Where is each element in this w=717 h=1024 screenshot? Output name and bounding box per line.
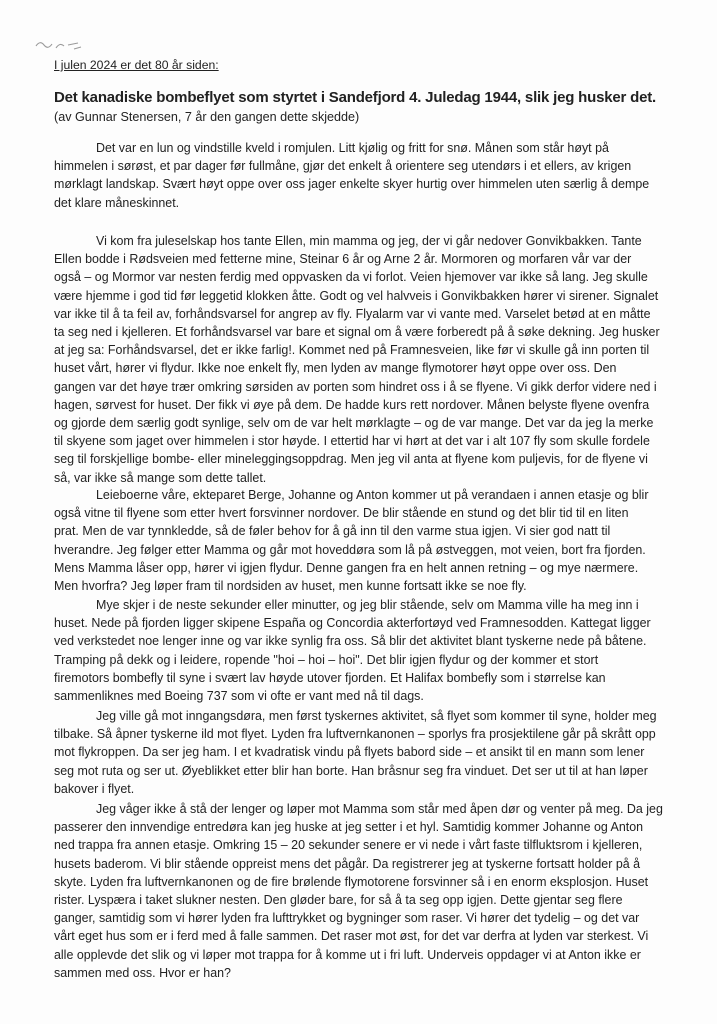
document-title: Det kanadiske bombeflyet som styrtet i Sandefjord 4. Juledag 1944, slik jeg husker det. <box>54 89 656 106</box>
paragraph-line: så, var ikke så mange som dette tallet. <box>54 470 267 485</box>
paragraph-line: skyte. Lyden fra luftvernkanonen og de fire brølende flymotorene forsvinner så i en enorm eksplosjon. Huset <box>54 874 649 889</box>
paragraph-line: var ikke til å ta feil av, forhåndsvarsel for angrep av fly. Flyalarm var vi vante med. Varselet betød at en måtte <box>54 306 651 321</box>
paragraph-line: tilbake. Så åpner tyskerne ild mot flyet. Lyden fra luftvernkanonen – sporlys fra prosjektilene går på skrått opp <box>54 727 656 742</box>
pen-scribble-mark <box>34 36 84 54</box>
paragraph-line: prat. Men de var tynnkledde, så de føler behov for å gå inn til den varme stua igjen. Vi sier god natt til <box>54 524 611 539</box>
paragraph-line: også – og Mormor var nesten ferdig med oppvasken da vi forlot. Veien hjemover var ikke så lang. Jeg skulle <box>54 270 648 285</box>
paragraph-line: Vi kom fra juleselskap hos tante Ellen, min mamma og jeg, der vi går nedover Gonvikbakken. Tante <box>96 234 642 248</box>
paragraph-line: rister. Lyspæra i taket slukner nesten. Den gløder bare, for så å ta seg opp igjen. Dette gjentar seg flere <box>54 893 623 908</box>
paragraph-5 <box>54 707 674 798</box>
paragraph-line: og gjorde dem særlig godt synlige, selv om de var helt mørklagte – og de var mange. Det var da jeg la merke <box>54 416 654 431</box>
paragraph-1 <box>54 139 674 212</box>
paragraph-line: Men hvorfra? Jeg løper fram til nordsiden av huset, men kunne fortsatt ikke se noe fly. <box>54 579 527 594</box>
paragraph-line: alle opplevde det slik og vi løper mot trappa for å komme ut i fri luft. Underveis oppdager vi at Anton ikke er <box>54 947 641 962</box>
paragraph-6 <box>54 800 674 982</box>
paragraph-line: sammen med oss. Hvor er han? <box>54 965 231 980</box>
paragraph-line: mørklagt landskap. Svært høyt oppe over oss jager enkelte skyer hurtig over himmelen uten særlig å dempe <box>54 177 650 192</box>
paragraph-line: bakover i flyet. <box>54 781 135 796</box>
paragraph-line: huset. Nede på fjorden ligger skipene España og Concordia akterfortøyd ved Framnesodden. Kattegat ligger <box>54 616 651 631</box>
paragraph-line: mot flykroppen. Da ser jeg ham. I et kvadratisk vindu på flyets babord side – et ansikt til en mann som lener <box>54 745 645 760</box>
paragraph-line: firemotors bombefly til syne i svært lav høyde utover fjorden. Et Halifax bombefly som i størrelse kan <box>54 670 606 685</box>
paragraph-line: Jeg ville gå mot inngangsdøra, men først tyskernes aktivitet, så flyet som kommer til syne, holder meg <box>96 709 657 723</box>
document-subtitle: (av Gunnar Stenersen, 7 år den gangen dette skjedde) <box>54 110 360 124</box>
paragraph-line: Mens Mamma låser opp, hører vi igjen flydur. Denne gangen fra en helt annen retning – og mye nærmere. <box>54 560 639 575</box>
intro-line: I julen 2024 er det 80 år siden: <box>54 58 219 72</box>
paragraph-line: Mye skjer i de neste sekunder eller minutter, og jeg blir stående, selv om Mamma ville ha meg inn i <box>96 598 639 612</box>
paragraph-line: Ellen bodde i Rødsveien med fetterne mine, Steinar 6 år og Arne 2 år. Mormoren og morfaren vår var der <box>54 252 632 267</box>
paragraph-line: det klare måneskinnet. <box>54 195 180 210</box>
paragraph-line: hverandre. Jeg følger etter Mamma og går mot hoveddøra som lå på østveggen, mot veien, bort fra fjorden. <box>54 542 646 557</box>
paragraph-line: Det var en lun og vindstille kveld i romjulen. Litt kjølig og fritt for snø. Månen som står høyt på <box>96 141 609 155</box>
paragraph-line: ned trappa fra annen etasje. Omkring 15 – 20 sekunder senere er vi nede i vårt faste tilfluktsrom i kjelleren, <box>54 838 643 853</box>
paragraph-line: husets baderom. Vi blir stående oppreist mens det pågår. Da registrerer jeg at tyskerne fortsatt holder på å <box>54 856 641 871</box>
paragraph-line: ved verkstedet noe lenger inne og var ikke synlig fra oss. Så blir det aktivitet blant tyskerne nede på båtene. <box>54 634 647 649</box>
paragraph-line: himmelen i sørøst, et par dager før fullmåne, gjør det enkelt å orientere seg utendørs i et ellers, av krigen <box>54 159 632 174</box>
paragraph-line: passerer den innvendige entredøra kan jeg huske at jeg setter i et hyl. Samtidig kommer Johanne og Anton <box>54 820 644 835</box>
paragraph-line: seg mot ruta og ser ut. Øyeblikket etter blir han borte. Han bråsnur seg fra vinduet. Det ser ut til at han løper <box>54 763 648 778</box>
paragraph-line: også vitne til flyene som etter hvert forsvinner nordover. De blir stående en stund og det blir tid til en liten <box>54 506 629 521</box>
paragraph-line: at jeg sa: Forhåndsvarsel, det er ikke farlig!. Kommet ned på Framnesveien, like før vi skulle gå inn porten til <box>54 343 650 358</box>
paragraph-4 <box>54 596 674 705</box>
paragraph-line: hagen, sørvest for huset. Der fikk vi øye på dem. De hadde kurs rett nordover. Månen belyste flyene ovenfra <box>54 397 650 412</box>
paragraph-line: ta seg ned i kjelleren. Et forhåndsvarsel var bare et signal om å være forberedt på å søke dekning. Jeg husker <box>54 325 660 340</box>
paragraph-line: være hjemme i god tid før leggetid klokken åtte. Godt og vel halvveis i Gonvikbakken hører vi sirener. Signalet <box>54 288 659 303</box>
paragraph-2 <box>54 232 674 487</box>
paragraph-line: huset vårt, hører vi flydur. Ikke noe enkelt fly, men lyden av mange flymotorer høyt oppe over oss. Den <box>54 361 617 376</box>
paragraph-line: ganger, samtidig som vi hører lyden fra lufttrykket og bygninger som raser. Vi hører det tydelig – og det var <box>54 911 640 926</box>
paragraph-line: sammenliknes med Boeing 737 som vi ofte er vant med nå til dags. <box>54 689 424 704</box>
paragraph-line: Jeg våger ikke å stå der lenger og løper mot Mamma som står med åpen dør og venter på meg. Da jeg <box>96 802 663 816</box>
paragraph-3 <box>54 486 674 595</box>
paragraph-line: vårt eget hus som er i ferd med å falle sammen. Det raser mot øst, for det var derfra at lyden var sterkest. Vi <box>54 929 649 944</box>
paragraph-line: til skyene som jaget over himmelen i stor høyde. I ettertid har vi hørt at det var i alt 107 fly som skulle fordele <box>54 434 650 449</box>
paragraph-line: seg til forskjellige bombe- eller mineleggingsoppdrag. Men jeg vil anta at flyene kom puljevis, for de flyene vi <box>54 452 648 467</box>
paragraph-line: gangen var det høye trær omkring sørsiden av porten som hindret oss i å se flyene. Vi gikk derfor videre ned i <box>54 379 657 394</box>
paragraph-line: Leieboerne våre, ekteparet Berge, Johanne og Anton kommer ut på verandaen i annen etasje og blir <box>96 488 649 502</box>
paragraph-line: Tramping på dekk og i leidere, ropende "hoi – hoi – hoi". Det blir igjen flydur og der kommer et stort <box>54 652 599 667</box>
